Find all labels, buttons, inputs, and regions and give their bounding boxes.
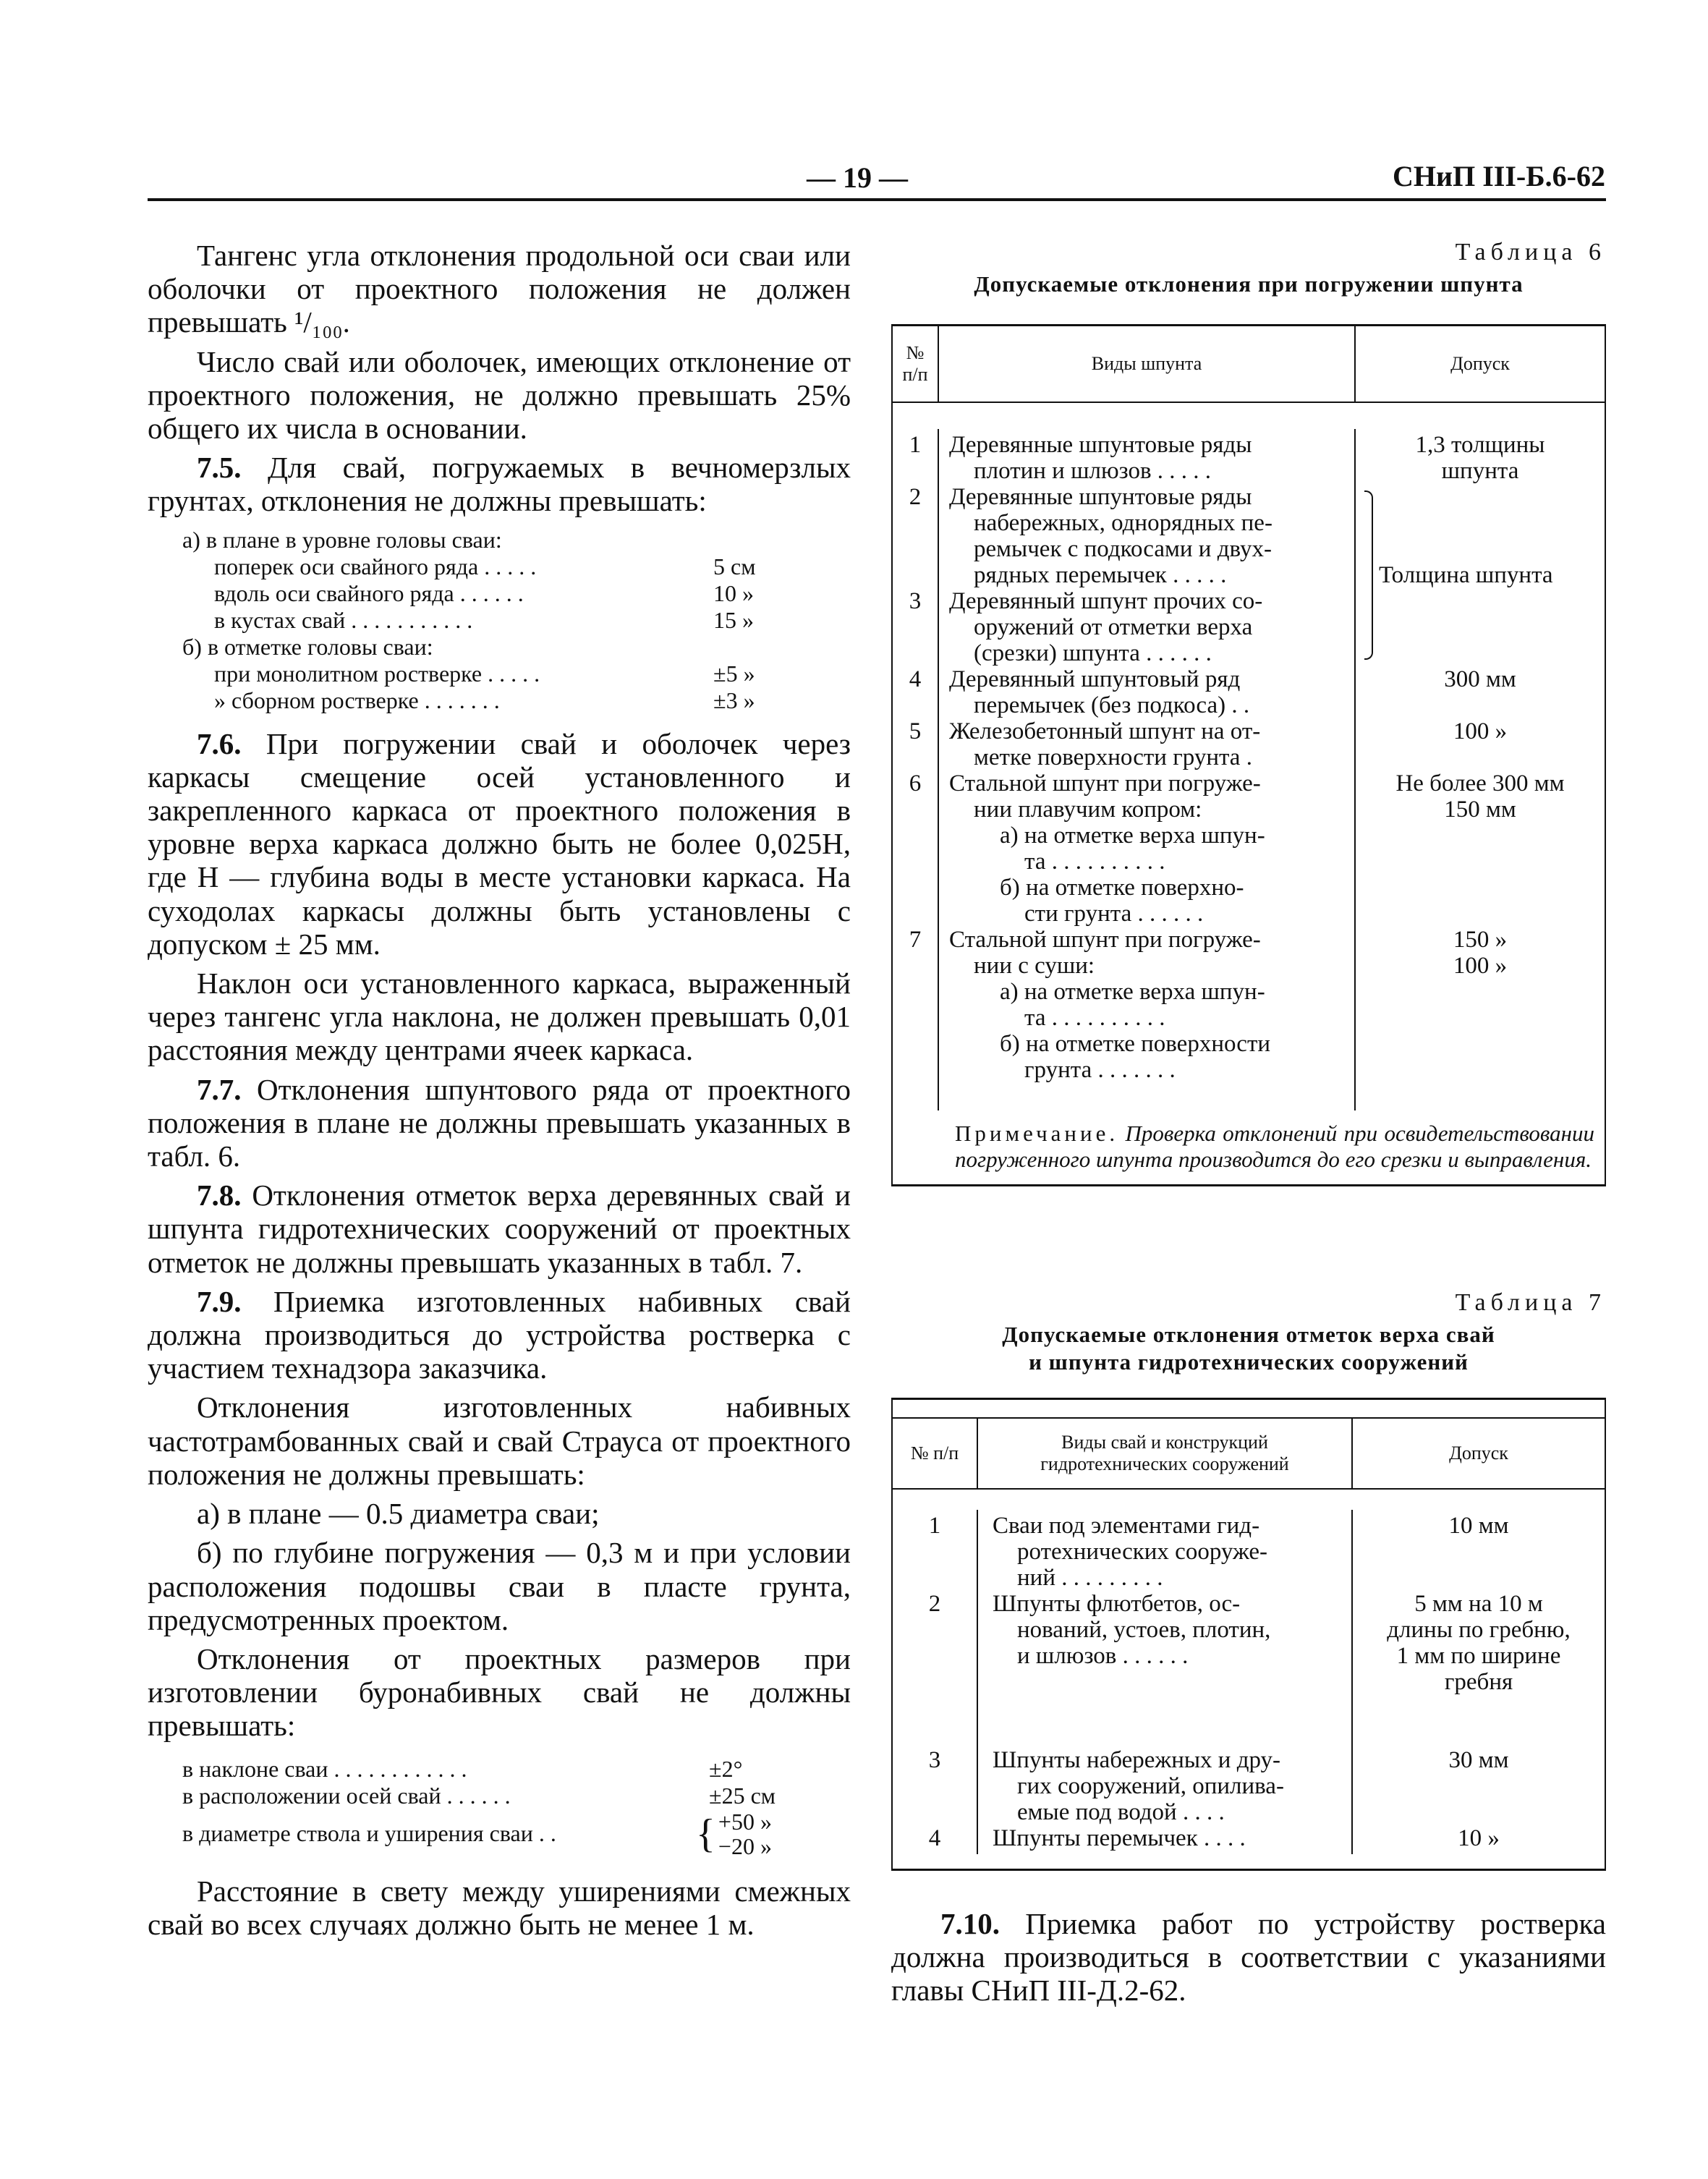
header-rule (148, 198, 1606, 201)
table-row: Деревянные шпунтовые ряды набережных, однорядных пе- ремычек с подкосами и двух- рядных перемычек . . . . . (949, 484, 1272, 588)
list-item: » сборном ростверке . . . . . . . ±3 » (214, 687, 755, 713)
merged-tolerance: Толщина шпунта (1379, 562, 1553, 588)
table-6 (891, 239, 1606, 1186)
list-item: в наклоне сваи . . . . . . . . . . . . ±2° (182, 1755, 743, 1782)
table-body (891, 1398, 1606, 1871)
table-header-row (893, 326, 1605, 403)
paragraph: Тангенс угла отклонения продольной оси сваи или оболочки от проектного положения не должен превышать ¹/₁₀₀. (148, 239, 851, 339)
table-rows: 1 2 3 4 Сваи под элементами гид- ротехнических сооруже- ний . . . . . . . . . Шпунты флютбетов, ос- нований, устоев, плотин, и шлюзов . . . . . . Шпунты набережных и дру- гих сооружений, опилива- емые под водой . . . . Шпунты перемычек . . . . 10 мм 5 мм на 10 м длины по гребню, 1 мм по ширине гребня 30 мм 10 » (893, 1490, 1605, 1869)
section-number: 7.5. (197, 451, 242, 485)
table-rows: 1 2 3 4 5 6 7 Деревянные шпунтовые ряды плотин и шлюзов . . . . . Деревянные шпунтовые ряды набережных, однорядных пе- ремычек с подкосами и двух- рядных перемычек . . . . . Деревянный шпунт прочих со- оружений от отметки верха (срезки) шпунта . . . . . . Деревянный шпунтовый ряд перемычек (без подкоса) . . Железобетонный шпунт на от- метке поверхности грунта . Стальной шпунт при погруже- нии плавучим копром: а) на отметке верха шпун- та . . . . . . . . . . б) на отметке поверхно- сти грунта . . . . . . Стальной шпунт при погруже- нии с суши: а) на отметке верха шпун- та . . . . . . . . . . б) на отметке поверхности грунта . . . . . . . 1,3 толщины шпунта Толщина шпунта 300 мм 100 » Не более 300 мм 150 мм 150 » 100 » (893, 403, 1605, 1110)
column-header: Допуск (1450, 353, 1510, 374)
list-item: в кустах свай . . . . . . . . . . . 15 » (214, 606, 754, 633)
table-caption-number: Таблица 6 (1455, 239, 1606, 266)
paragraph: Наклон оси установленного каркаса, выраженный через тангенс угла наклона, не должен превышать 0,01 расстояния между центрами ячеек каркаса. (148, 967, 851, 1067)
column-header: Допуск (1449, 1443, 1508, 1464)
table-caption-number: Таблица 7 (1455, 1289, 1606, 1316)
table-row: Деревянные шпунтовые ряды плотин и шлюзов . . . . . (949, 432, 1252, 484)
list-item: в расположении осей свай . . . . . . ±25 см (182, 1782, 776, 1809)
paragraph-7-9: 7.9. Приемка изготовленных набивных свай должна производиться до устройства ростверка с участием технадзора заказчика. (148, 1284, 851, 1385)
paragraph: Расстояние в свету между уширениями смежных свай во всех случаях должно быть не менее 1 м. (148, 1874, 851, 1941)
table-body (891, 324, 1606, 1186)
paragraph: Отклонения изготовленных набивных частотрамбованных свай и свай Страуса от проектного положения не должны превышать: (148, 1390, 851, 1491)
paragraph: Отклонения от проектных размеров при изготовлении буронабивных свай не должны превышать: (148, 1641, 851, 1743)
section-text: Для свай, погружаемых в вечномерзлых грунтах, отклонения не должны превышать: (148, 451, 851, 518)
table-row: Шпунты флютбетов, ос- нований, устоев, плотин, и шлюзов . . . . . . (993, 1591, 1271, 1669)
bracket (1364, 490, 1373, 660)
column-header: № п/п (893, 1419, 978, 1488)
paragraph-7-8: 7.8. Отклонения отметок верха деревянных свай и шпунта гидротехнических сооружений от проектных отметок не должны превышать указанных в табл. 7. (148, 1178, 851, 1279)
list-item: поперек оси свайного ряда . . . . . 5 см (214, 553, 756, 579)
column-header: № п/п (893, 326, 939, 402)
section-text: Приемка работ по устройству ростверка должна производиться в соответствии с указаниями главы СНиП III-Д.2-62. (891, 1907, 1607, 2008)
paragraph: а) в плане — 0.5 диаметра сваи; (197, 1497, 600, 1531)
table-caption-title: Допускаемые отклонения отметок верха свай и шпунта гидротехнических сооружений (1002, 1322, 1495, 1375)
paragraph: Число свай или оболочек, имеющих отклонение от проектного положения, не должно превышать 25% общего их числа в основании. (148, 344, 851, 446)
section-number: 7.10. (940, 1907, 1000, 1940)
tolerance-list-7-9 (148, 1756, 851, 1859)
table-row: Железобетонный шпунт на от- метке поверхности грунта . (949, 718, 1261, 770)
column-header: Виды свай и конструкций гидротехнических сооружений (978, 1419, 1353, 1488)
list-item: при монолитном ростверке . . . . . ±5 » (214, 660, 755, 687)
paragraph-7-7: 7.7. Отклонения шпунтового ряда от проектного положения в плане не должны превышать указанных в табл. 6. (148, 1072, 851, 1173)
table-7 (891, 1289, 1606, 1871)
table-header-row (893, 1417, 1605, 1490)
column-header: Виды шпунта (939, 326, 1356, 402)
paragraph-7-5 (148, 451, 851, 517)
page-number: — 19 — (807, 161, 908, 194)
table-note (893, 1110, 1605, 1184)
table-caption-title: Допускаемые отклонения при погружении шпунта (974, 271, 1524, 297)
paragraph: б) по глубине погружения — 0,3 м и при условии расположения подошвы сваи в пласте грунта, предусмотренных проектом. (148, 1536, 851, 1636)
list-item: а) в плане в уровне головы сваи: (182, 526, 502, 553)
brace: { (696, 1811, 715, 1856)
table-row: Деревянный шпунт прочих со- оружений от отметки верха (срезки) шпунта . . . . . . (949, 588, 1263, 666)
note-label: Примечание. (955, 1121, 1119, 1146)
table-row: Стальной шпунт при погруже- нии плавучим копром: а) на отметке верха шпун- та . . . . . . . . . . б) на отметке поверхно- сти грунта . . . . . . (949, 770, 1265, 927)
paragraph-7-6: 7.6. При погружении свай и оболочек через каркасы смещение осей установленного и закрепленного каркаса от проектного положения в уровне верха каркаса должно быть не более 0,025H, где H — глубина воды в месте установки каркаса. На суходолах каркасы должны быть установлены с допуском ± 25 мм. (148, 726, 851, 961)
table-row: Сваи под элементами гид- ротехнических сооруже- ний . . . . . . . . . (993, 1513, 1267, 1591)
list-item: б) в отметке головы сваи: (182, 633, 433, 660)
list-item: вдоль оси свайного ряда . . . . . . 10 » (214, 579, 754, 606)
paragraph-7-10 (891, 1907, 1606, 2008)
document-code: СНиП III-Б.6-62 (1393, 160, 1605, 192)
left-column (148, 239, 851, 1941)
table-row: Деревянный шпунтовый ряд перемычек (без подкоса) . . (949, 666, 1250, 718)
table-row: Шпунты перемычек . . . . (993, 1825, 1246, 1851)
table-row: Шпунты набережных и дру- гих сооружений, опилива- емые под водой . . . . (993, 1747, 1284, 1825)
table-row: Стальной шпунт при погруже- нии с суши: а) на отметке верха шпун- та . . . . . . . . . . б) на отметке поверхности грунта . . . . . . . (949, 927, 1271, 1083)
tolerance-list-7-5 (148, 527, 851, 714)
list-item: в диаметре ствола и уширения сваи . . { +50 » −20 » (182, 1808, 772, 1859)
note-text: Проверка отклонений при освидетельствовании погруженного шпунта производится до его срезки и выправления. (955, 1121, 1594, 1172)
